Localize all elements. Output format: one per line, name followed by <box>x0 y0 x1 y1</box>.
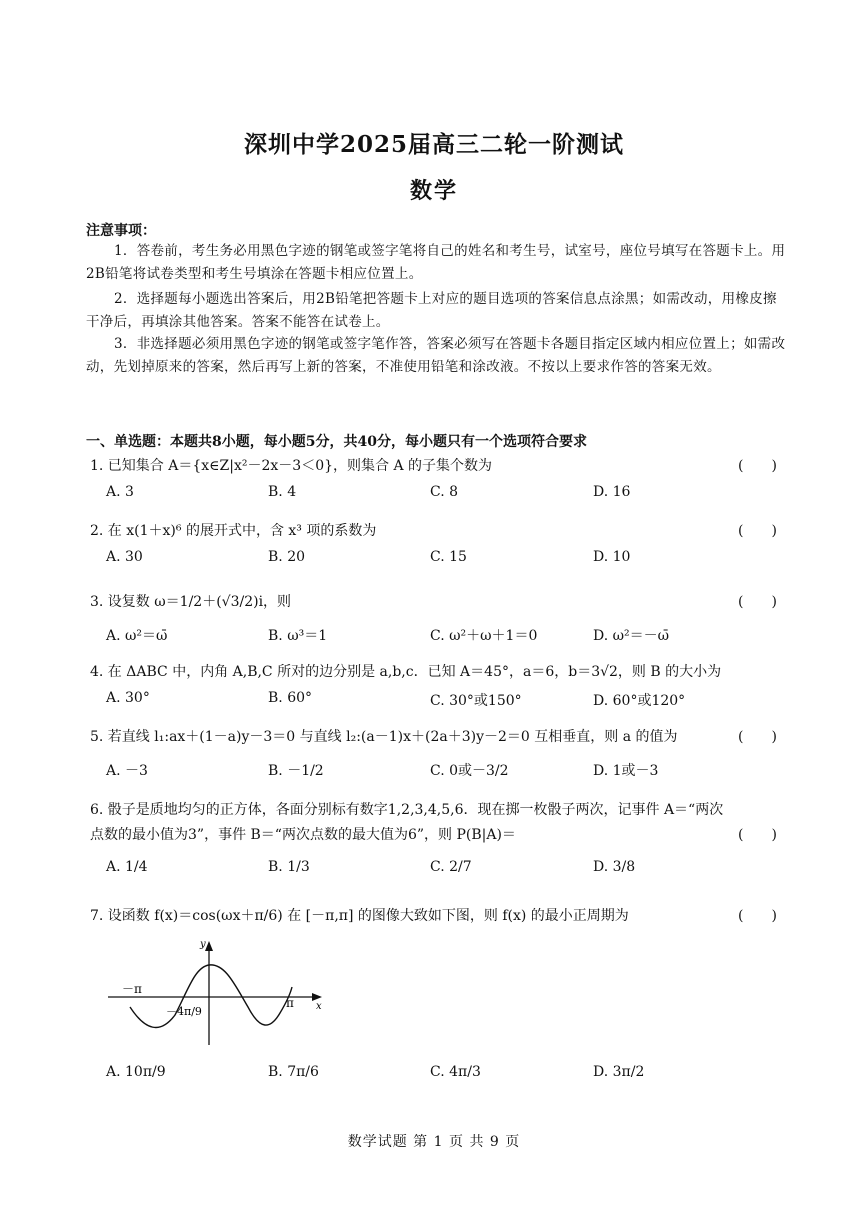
question-4-option-a: A. 30° <box>106 690 150 706</box>
question-1-option-d: D. 16 <box>593 484 631 500</box>
answer-paren: ( ) <box>738 523 777 539</box>
question-5-option-c: C. 0或－3/2 <box>430 763 509 779</box>
question-1-option-a: A. 3 <box>106 484 134 500</box>
exam-title: 深圳中学2025届高三二轮一阶测试 <box>243 131 624 158</box>
y-axis-label: y <box>200 939 206 950</box>
x-axis-label: x <box>316 1001 322 1012</box>
question-6-stem: 6. 骰子是质地均匀的正方体，各面分别标有数字1,2,3,4,5,6．现在掷一枚骰子两次，记事件 A＝“两次点数的最小值为3”，事件 B＝“两次点数的最大值为6”，则 P(B|A)＝ <box>90 802 724 843</box>
notice-item-2: 2．选择题每小题选出答案后，用2B铅笔把答题卡上对应的题目选项的答案信息点涂黑；如需改动，用橡皮擦干净后，再填涂其他答案。答案不能答在试卷上。 <box>86 291 777 330</box>
question-4-option-d: D. 60°或120° <box>593 693 686 709</box>
question-6-option-c: C. 2/7 <box>430 859 472 875</box>
question-3-stem: 3. 设复数 ω＝1/2＋(√3/2)i，则 <box>90 594 292 610</box>
question-5-option-a: A. －3 <box>106 763 148 779</box>
question-2-stem: 2. 在 x(1＋x)⁶ 的展开式中，含 x³ 项的系数为 <box>90 523 377 539</box>
question-6-option-d: D. 3/8 <box>593 859 636 875</box>
question-4-option-b: B. 60° <box>268 690 313 706</box>
pi-label: π <box>286 996 294 1010</box>
question-7-stem: 7. 设函数 f(x)＝cos(ωx＋π/6) 在 [－π,π] 的图像大致如下图，则 f(x) 的最小正周期为 <box>90 908 629 924</box>
question-7-option-d: D. 3π/2 <box>593 1064 645 1080</box>
answer-paren: ( ) <box>738 594 777 610</box>
question-2-option-b: B. 20 <box>268 549 306 565</box>
minus-pi-label: －π <box>122 982 142 996</box>
page-footer: 数学试题 第 1 页 共 9 页 <box>347 1134 521 1150</box>
question-4-option-c: C. 30°或150° <box>430 693 522 709</box>
question-2-option-a: A. 30 <box>106 549 143 565</box>
y-axis-arrow-icon <box>205 941 213 951</box>
cosine-curve <box>130 965 292 1028</box>
notice-item-1: 1．答卷前，考生务必用黑色字迹的钢笔或签字笔将自己的姓名和考生号，试室号，座位号填写在答题卡上。用2B铅笔将试卷类型和考生号填涂在答题卡相应位置上。 <box>86 243 786 282</box>
section-heading: 一、单选题：本题共8小题，每小题5分，共40分，每小题只有一个选项符合要求 <box>86 434 587 450</box>
question-4-stem: 4. 在 ΔABC 中，内角 A,B,C 所对的边分别是 a,b,c．已知 A＝45°，a＝6，b＝3√2，则 B 的大小为 <box>90 664 722 680</box>
question-3-option-c: C. ω²＋ω＋1＝0 <box>430 628 538 644</box>
question-3-option-a: A. ω²＝ω̄ <box>106 628 168 644</box>
question-5-stem: 5. 若直线 l₁:ax＋(1－a)y－3＝0 与直线 l₂:(a－1)x＋(2a＋3)y－2＝0 互相垂直，则 a 的值为 <box>90 729 678 745</box>
minus-four-pi-over-nine-label: －4π/9 <box>166 1005 202 1018</box>
exam-subject: 数学 <box>409 178 458 204</box>
question-3-option-b: B. ω³＝1 <box>268 628 328 644</box>
answer-paren: ( ) <box>738 729 777 745</box>
answer-paren: ( ) <box>738 908 777 924</box>
question-3-option-d: D. ω²＝－ω̄ <box>593 628 670 644</box>
question-5-option-d: D. 1或－3 <box>593 763 659 779</box>
notice-heading: 注意事项： <box>86 223 156 239</box>
question-2-option-d: D. 10 <box>593 549 631 565</box>
question-7-option-b: B. 7π/6 <box>268 1064 319 1080</box>
question-2-option-c: C. 15 <box>430 549 467 565</box>
notice-item-3: 3．非选择题必须用黑色字迹的钢笔或签字笔作答，答案必须写在答题卡各题目指定区域内相应位置上；如需改动，先划掉原来的答案，然后再写上新的答案，不准使用铅笔和涂改液。不按以上要求作答的答案无效。 <box>86 336 786 375</box>
question-1-option-c: C. 8 <box>430 484 459 500</box>
question-1-stem: 1. 已知集合 A＝{x∈Z|x²－2x－3＜0}，则集合 A 的子集个数为 <box>90 458 493 474</box>
question-6-option-a: A. 1/4 <box>106 859 148 875</box>
x-axis-arrow-icon <box>312 993 322 1001</box>
question-7-option-a: A. 10π/9 <box>106 1064 166 1080</box>
answer-paren: ( ) <box>738 458 777 474</box>
cosine-graph-figure <box>100 935 330 1050</box>
answer-paren: ( ) <box>738 827 777 843</box>
question-1-option-b: B. 4 <box>268 484 297 500</box>
question-6-option-b: B. 1/3 <box>268 859 310 875</box>
question-7-option-c: C. 4π/3 <box>430 1064 481 1080</box>
question-5-option-b: B. －1/2 <box>268 763 324 779</box>
